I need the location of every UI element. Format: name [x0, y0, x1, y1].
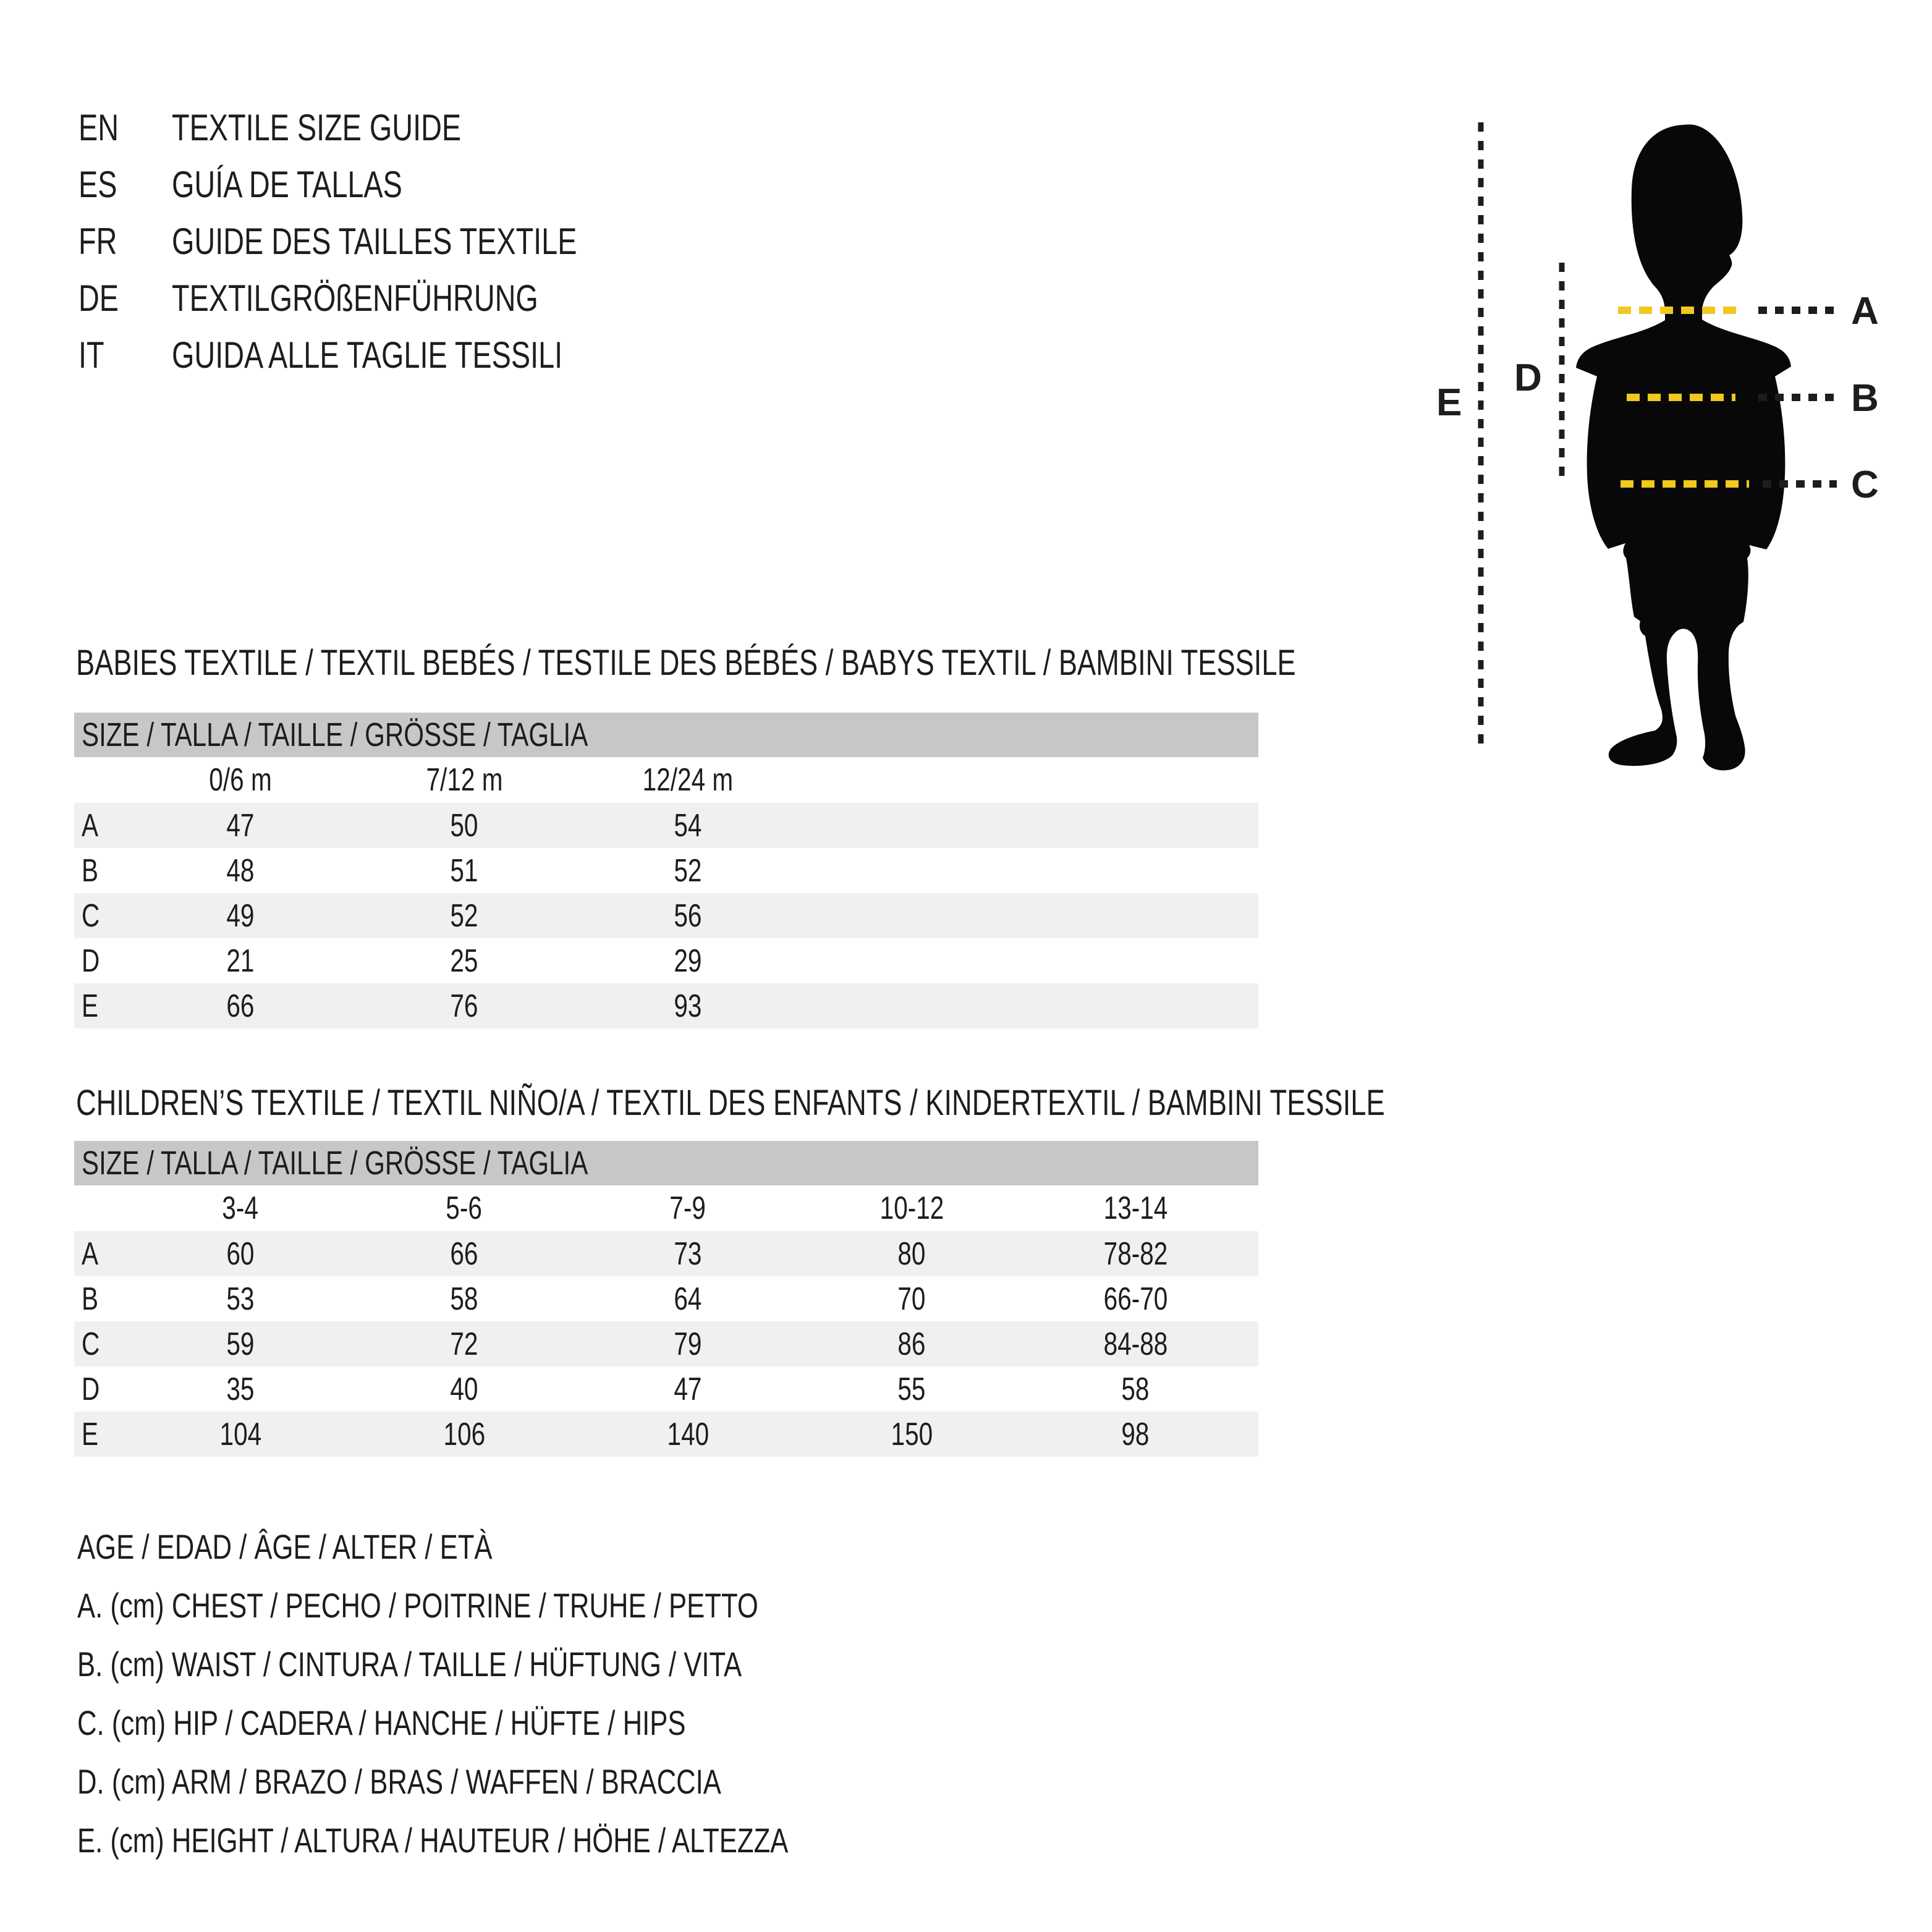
table-row: A 47 50 54	[74, 803, 1258, 848]
lang-row-es	[78, 156, 691, 213]
row-label: A	[82, 1235, 99, 1272]
row-label: D	[82, 1371, 100, 1407]
legend-age: AGE / EDAD / ÂGE / ALTER / ETÀ	[77, 1527, 493, 1566]
row-label: C	[82, 897, 100, 934]
table-row: C 49 52 56	[74, 893, 1258, 938]
measurement-legend	[77, 1517, 989, 1870]
children-column-headers	[74, 1185, 1258, 1231]
children-col-1: 5-6	[446, 1190, 483, 1226]
lang-title-it: GUIDA ALLE TAGLIE TESSILI	[172, 334, 563, 376]
lang-row-it	[78, 326, 691, 383]
lang-title-en: TEXTILE SIZE GUIDE	[172, 106, 462, 148]
figure-label-d: D	[1514, 357, 1542, 399]
children-size-header-bar: SIZE / TALLA / TAILLE / GRÖSSE / TAGLIA	[74, 1141, 1258, 1185]
lang-row-de	[78, 269, 691, 326]
figure-label-c: C	[1851, 464, 1879, 506]
table-row: E 104 106 140 150 98	[74, 1412, 1258, 1457]
table-row: C 59 72 79 86 84-88	[74, 1321, 1258, 1366]
row-label: C	[82, 1326, 100, 1362]
figure-label-b: B	[1851, 377, 1879, 420]
language-title-list	[78, 99, 691, 383]
lang-code-es: ES	[78, 163, 117, 205]
babies-section-title: BABIES TEXTILE / TEXTIL BEBÉS / TESTILE DES BÉBÉS / BABYS TEXTIL / BAMBINI TESSILE	[76, 643, 1296, 683]
row-label: A	[82, 807, 99, 844]
children-col-0: 3-4	[222, 1190, 259, 1226]
lang-title-es: GUÍA DE TALLAS	[172, 163, 402, 205]
figure-label-a: A	[1851, 290, 1879, 333]
children-section-title: CHILDREN’S TEXTILE / TEXTIL NIÑO/A / TEXTIL DES ENFANTS / KINDERTEXTIL / BAMBINI TESSILE	[76, 1083, 1385, 1123]
table-row: B 48 51 52	[82, 852, 702, 889]
babies-size-table	[74, 713, 1258, 1028]
babies-col-2: 12/24 m	[642, 762, 734, 798]
lang-title-fr: GUIDE DES TAILLES TEXTILE	[172, 220, 577, 262]
legend-height: E. (cm) HEIGHT / ALTURA / HAUTEUR / HÖHE / ALTEZZA	[77, 1821, 789, 1860]
row-label: E	[82, 988, 99, 1024]
children-col-2: 7-9	[669, 1190, 706, 1226]
babies-column-headers	[74, 757, 1258, 803]
row-label: D	[82, 943, 100, 979]
lang-code-de: DE	[78, 277, 119, 319]
figure-label-e: E	[1436, 381, 1462, 424]
children-size-table	[74, 1141, 1258, 1457]
lang-code-fr: FR	[78, 220, 117, 262]
babies-table-body	[74, 803, 1258, 1028]
lang-row-en	[78, 99, 691, 156]
babies-size-header-bar: SIZE / TALLA / TAILLE / GRÖSSE / TAGLIA	[74, 713, 1258, 757]
children-col-4: 13-14	[1103, 1190, 1167, 1226]
legend-chest: A. (cm) CHEST / PECHO / POITRINE / TRUHE / PETTO	[77, 1586, 758, 1625]
table-row: B 53 58 64 70 66-70	[82, 1281, 1167, 1317]
table-row: D 35 40 47 55 58	[82, 1371, 1150, 1407]
legend-hip: C. (cm) HIP / CADERA / HANCHE / HÜFTE / HIPS	[77, 1703, 686, 1742]
babies-col-0: 0/6 m	[209, 762, 272, 798]
lang-row-fr	[78, 213, 691, 269]
row-label: B	[82, 1281, 99, 1317]
children-col-3: 10-12	[879, 1190, 944, 1226]
legend-arm: D. (cm) ARM / BRAZO / BRAS / WAFFEN / BRACCIA	[77, 1762, 721, 1801]
legend-waist: B. (cm) WAIST / CINTURA / TAILLE / HÜFTUNG / VITA	[77, 1645, 742, 1684]
table-row: D 21 25 29	[82, 943, 702, 979]
lang-code-it: IT	[78, 334, 104, 376]
table-row: E 66 76 93	[74, 983, 1258, 1028]
lang-title-de: TEXTILGRÖßENFÜHRUNG	[172, 277, 538, 319]
children-table-body	[74, 1231, 1258, 1457]
row-label: E	[82, 1416, 99, 1452]
table-row: A 60 66 73 80 78-82	[74, 1231, 1258, 1276]
lang-code-en: EN	[78, 106, 119, 148]
babies-col-1: 7/12 m	[425, 762, 502, 798]
row-label: B	[82, 852, 99, 889]
